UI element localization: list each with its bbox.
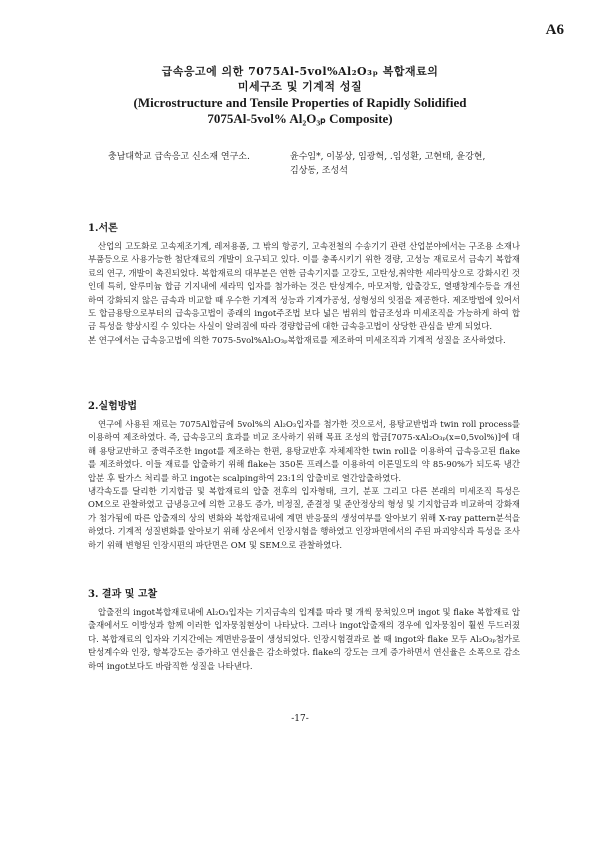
section-title: 1.서론 (88, 223, 118, 234)
section-title: 2.실험방법 (88, 401, 138, 412)
section-results (88, 588, 520, 673)
title-english-line-1: (Microstructure and Tensile Properties of Rapidly Solidified (133, 95, 467, 110)
authors-line-2: 김상동, 조성석 (290, 166, 348, 176)
title-korean-line-2: 미세구조 및 기계적 성질 (237, 80, 363, 93)
authors-line-1: 윤수임*, 이봉상, 임광혁, .임성환, 고현태, 윤강현, (290, 152, 486, 162)
section-introduction (88, 222, 520, 347)
paragraph: 산업의 고도화로 고속제조기계, 레저용품, 그 밖의 항공기, 고속전철의 수송기기 관련 산업분야에서는 구조용 소재나 부품등으로 사용가능한 첨단재료의 개발이 요구되고 있다. 이를 충족시키기 위한 경량, 고성능 재료로서 금속기 복합재료의 연구, 개발이 촉진되었다. 복합재료의 대부분은 연한 금속기지를 고강도, 고탄성,취약한 세라믹상으로 강화시킨 것인데 특히, 알루미늄 합금 기지내에 세라믹 입자를 첨가하는 것은 탄성계수, 마모저항, 압출강도, 열팽창계수등을 개선하여 강화되지 않은 금속과 비교할 때 우수한 기계적 성능과 기계가공성, 성형성의 잇점을 제공한다. 제조방법에 있어서도 합금용탕으로부터의 급속응고법이 종래의 ingot주조법 보다 넓은 범위의 합금조성과 미세조직을 가능하게 하여 합금 특성을 향상시킬 수 있다는 사실이 알려짐에 따라 경량합금에 대한 급속응고법이 상당한 관심을 받게 되었다. (88, 241, 520, 332)
section-body (88, 418, 520, 552)
affiliation: 충남대학교 급속응고 신소재 연구소. (108, 152, 250, 162)
page-number: -17- (291, 714, 309, 724)
section-body (88, 606, 520, 673)
section-title: 3. 결과 및 고찰 (88, 589, 158, 600)
page-id: A6 (545, 22, 564, 38)
paragraph: 본 연구에서는 급속응고법에 의한 7075-5vol%Al₂O₃ₚ복합재료를 제조하여 미세조직과 기계적 성질을 조사하였다. (88, 334, 506, 345)
title-block (70, 64, 530, 126)
paragraph: 냉각속도를 달리한 기지합금 및 복합재료의 압출 전후의 입자형태, 크기, 분포 그리고 다른 본래의 미세조직 특성은 OM으로 관찰하였고 급냉응고에 의한 고용도 증가, 비정질, 준결정 및 준안정상의 형성 및 기지합금과 비교하여 강화재가 첨가됨에 따른 압출재의 상의 변화와 복합재료내에 계면 반응물의 생성여부를 알아보기 위해 X-ray pattern분석을 하였다. 기계적 성질변화를 알아보기 위해 상온에서 인장시험을 행하였고 인장파면에서의 주된 파괴양식과 특성을 조사하기 위해 변형된 인장시편의 파단면은 OM 및 SEM으로 관찰하였다. (88, 486, 520, 550)
title-korean-line-1: 급속응고에 의한 7075Al-5vol%Al₂O₃ₚ 복합재료의 (161, 65, 439, 78)
authors (290, 150, 530, 178)
title-english-line-2: 7075Al-5vol% Al₂O₃ₚ Composite) (207, 111, 393, 126)
section-body (88, 240, 520, 347)
section-methods (88, 400, 520, 552)
paragraph: 연구에 사용된 재료는 7075Al합금에 5vol%의 Al₂O₃입자를 첨가한 것으로서, 용탕교반법과 twin roll process를 이용하여 제조하였다. 즉, 급속응고의 효과를 비교 조사하기 위해 목표 조성의 합금[7075-xAl₂O₃ₚ(x=0,5vol%)]에 대해 용탕교반하고 중력주조한 ingot를 제조하는 한편, 용탕교반후 자체제작한 twin roll을 이용하여 급속응고된 flake를 제조하였다. 이들 재료를 압출하기 위해 flake는 350톤 프레스를 이용하여 이론밀도의 약 85-90%가 되도록 냉간압분 후 탈가스 처리를 하고 ingot는 scalping하여 23:1의 압출비로 열간압출하였다. (88, 419, 520, 483)
paragraph: 압출전의 ingot복합재료내에 Al₂O₃입자는 기지금속의 입계를 따라 몇 개씩 뭉쳐있으며 ingot 및 flake 복합재료 압출재에서도 이방성과 함께 이러한 입자뭉침현상이 나타났다. 그러나 ingot압출재의 경우에 입자뭉침이 훨씬 두드러졌다. 복합재료의 입자와 기지간에는 계면반응물이 생성되었다. 인장시험결과로 볼 때 ingot와 flake 모두 Al₂O₃ₚ첨가로 탄성계수와 인장, 항복강도는 증가하고 연신율은 감소하였다. flake의 강도는 크게 증가하면서 연신율은 소폭으로 감소하여 ingot보다도 바람직한 성질을 나타낸다. (88, 607, 520, 671)
